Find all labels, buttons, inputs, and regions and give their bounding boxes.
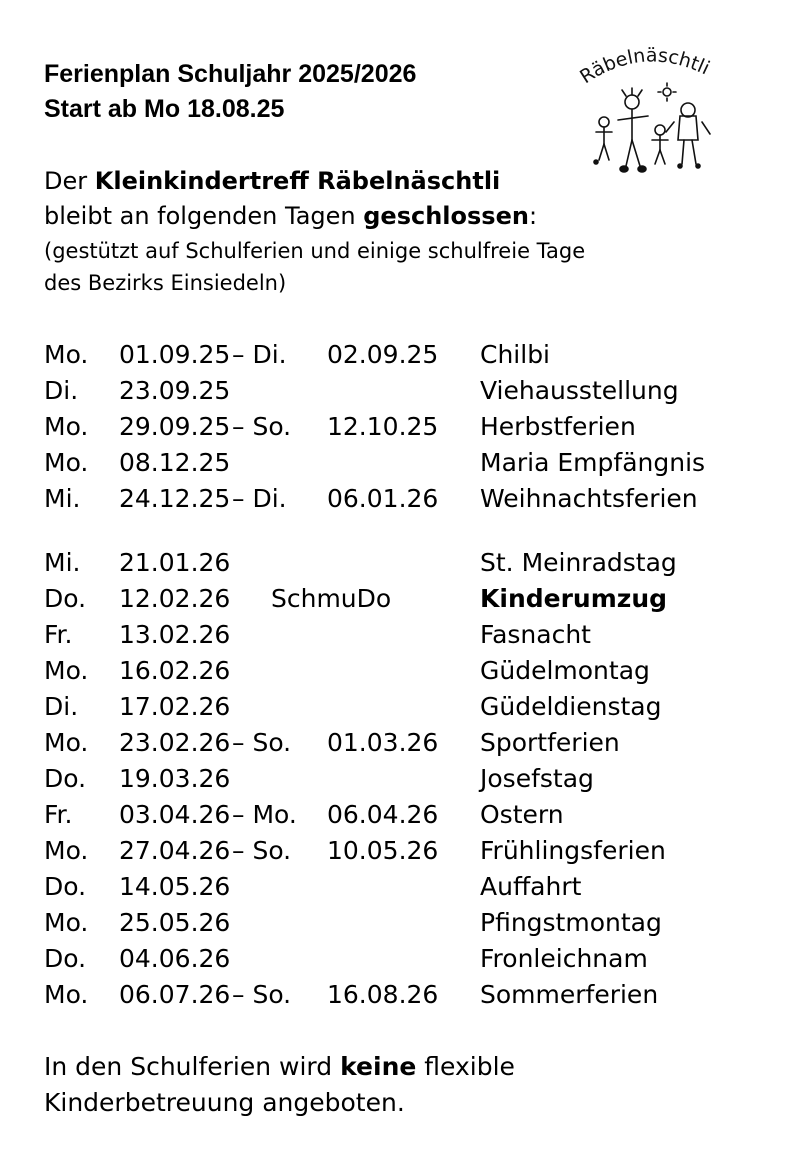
holiday-end-day: – Di. — [232, 484, 287, 513]
holiday-start-day: Mo. — [44, 340, 89, 369]
holiday-end-date: 16.08.26 — [327, 980, 439, 1009]
intro-text — [44, 164, 537, 234]
holiday-name: Güdeldienstag — [480, 692, 662, 721]
holiday-end-date: 12.10.25 — [327, 412, 439, 441]
intro-line-1 — [44, 164, 537, 199]
holiday-note: SchmuDo — [271, 584, 392, 613]
holiday-row — [0, 617, 800, 653]
holiday-row — [0, 725, 800, 761]
intro-line-1-prefix: Der — [44, 167, 95, 195]
holiday-start-date: 17.02.26 — [119, 692, 231, 721]
logo-text — [576, 44, 713, 88]
holiday-name: Pfingstmontag — [480, 908, 662, 937]
holiday-name: Fronleichnam — [480, 944, 648, 973]
holiday-start-day: Mo. — [44, 836, 89, 865]
footer-line-1 — [44, 1049, 515, 1085]
holiday-end-day: – Mo. — [232, 800, 297, 829]
holiday-name: Frühlingsferien — [480, 836, 666, 865]
holiday-start-day: Fr. — [44, 620, 73, 649]
holiday-end-day: – So. — [232, 980, 292, 1009]
holiday-end-date: 02.09.25 — [327, 340, 439, 369]
holiday-row — [0, 869, 800, 905]
holiday-row — [0, 905, 800, 941]
holiday-name: Güdelmontag — [480, 656, 650, 685]
holiday-start-date: 03.04.26 — [119, 800, 231, 829]
closed-label: geschlossen — [363, 202, 529, 230]
footer-line-1-prefix: In den Schulferien wird — [44, 1052, 341, 1081]
holiday-row — [0, 481, 800, 517]
intro-line-2-prefix: bleibt an folgenden Tagen — [44, 202, 364, 230]
holiday-start-date: 27.04.26 — [119, 836, 231, 865]
holiday-row — [0, 977, 800, 1013]
holiday-name: Herbstferien — [480, 412, 636, 441]
footer-emphasis: keine — [340, 1052, 417, 1081]
holiday-name: Ostern — [480, 800, 564, 829]
holiday-start-day: Di. — [44, 692, 79, 721]
holiday-name: Sommerferien — [480, 980, 659, 1009]
holiday-start-day: Do. — [44, 872, 87, 901]
holiday-name: Sportferien — [480, 728, 620, 757]
holiday-start-date: 24.12.25 — [119, 484, 231, 513]
holiday-start-date: 06.07.26 — [119, 980, 231, 1009]
holiday-start-day: Do. — [44, 764, 87, 793]
holiday-start-date: 01.09.25 — [119, 340, 231, 369]
holiday-row — [0, 581, 800, 617]
holiday-row — [0, 653, 800, 689]
holiday-start-day: Mi. — [44, 484, 81, 513]
intro-line-2-suffix: : — [528, 202, 538, 230]
holiday-start-date: 14.05.26 — [119, 872, 231, 901]
holiday-name: Chilbi — [480, 340, 551, 369]
title-line-2: Start ab Mo 18.08.25 — [44, 95, 285, 123]
holiday-name: Fasnacht — [480, 620, 591, 649]
footer-line-2: Kinderbetreuung angeboten. — [44, 1088, 405, 1117]
holiday-end-date: 10.05.26 — [327, 836, 439, 865]
holiday-start-date: 21.01.26 — [119, 548, 231, 577]
holiday-start-day: Mo. — [44, 980, 89, 1009]
holiday-start-day: Do. — [44, 584, 87, 613]
holiday-end-day: – So. — [232, 412, 292, 441]
holiday-row — [0, 445, 800, 481]
holiday-end-date: 01.03.26 — [327, 728, 439, 757]
holiday-start-day: Mo. — [44, 412, 89, 441]
holiday-name: Auffahrt — [480, 872, 582, 901]
holiday-start-date: 23.02.26 — [119, 728, 231, 757]
holiday-start-day: Mo. — [44, 908, 89, 937]
title-line-1: Ferienplan Schuljahr 2025/2026 — [44, 60, 417, 88]
holiday-name: Maria Empfängnis — [480, 448, 706, 477]
holiday-start-day: Do. — [44, 944, 87, 973]
source-note-line-1: (gestützt auf Schulferien und einige schulfreie Tage — [44, 239, 586, 263]
intro-line-2 — [44, 199, 537, 234]
holiday-name: Weihnachtsferien — [480, 484, 698, 513]
holiday-start-date: 04.06.26 — [119, 944, 231, 973]
holiday-row — [0, 761, 800, 797]
holiday-start-day: Mo. — [44, 448, 89, 477]
holiday-name: Kinderumzug — [480, 584, 668, 613]
holiday-start-date: 12.02.26 — [119, 584, 231, 613]
holiday-row — [0, 373, 800, 409]
holiday-start-date: 29.09.25 — [119, 412, 231, 441]
footer-note — [44, 1049, 515, 1121]
holiday-start-date: 23.09.25 — [119, 376, 231, 405]
holiday-end-date: 06.01.26 — [327, 484, 439, 513]
daycare-name: Kleinkindertreff Räbelnäschtli — [94, 167, 501, 195]
holiday-name: St. Meinradstag — [480, 548, 677, 577]
holiday-row — [0, 545, 800, 581]
holiday-row — [0, 797, 800, 833]
holiday-start-day: Mi. — [44, 548, 81, 577]
source-note-line-2: des Bezirks Einsiedeln) — [44, 271, 287, 295]
holiday-end-date: 06.04.26 — [327, 800, 439, 829]
holiday-start-date: 08.12.25 — [119, 448, 231, 477]
holiday-row — [0, 337, 800, 373]
holiday-name: Josefstag — [480, 764, 594, 793]
source-note — [44, 235, 744, 299]
holiday-end-day: – Di. — [232, 340, 287, 369]
holiday-end-day: – So. — [232, 728, 292, 757]
holiday-row — [0, 409, 800, 445]
logo-text-path: Räbelnäschtli — [576, 44, 713, 89]
holiday-start-date: 25.05.26 — [119, 908, 231, 937]
holiday-row — [0, 689, 800, 725]
holiday-row — [0, 833, 800, 869]
holiday-start-day: Fr. — [44, 800, 73, 829]
footer-line-1-suffix: flexible — [416, 1052, 515, 1081]
stick-figures-children-icon — [570, 40, 740, 180]
holiday-end-day: – So. — [232, 836, 292, 865]
holiday-start-day: Mo. — [44, 728, 89, 757]
holiday-start-date: 19.03.26 — [119, 764, 231, 793]
holiday-start-date: 16.02.26 — [119, 656, 231, 685]
page-title — [44, 57, 416, 127]
holiday-row — [0, 941, 800, 977]
holiday-start-date: 13.02.26 — [119, 620, 231, 649]
holiday-start-day: Di. — [44, 376, 79, 405]
holiday-name: Viehausstellung — [480, 376, 679, 405]
holiday-start-day: Mo. — [44, 656, 89, 685]
